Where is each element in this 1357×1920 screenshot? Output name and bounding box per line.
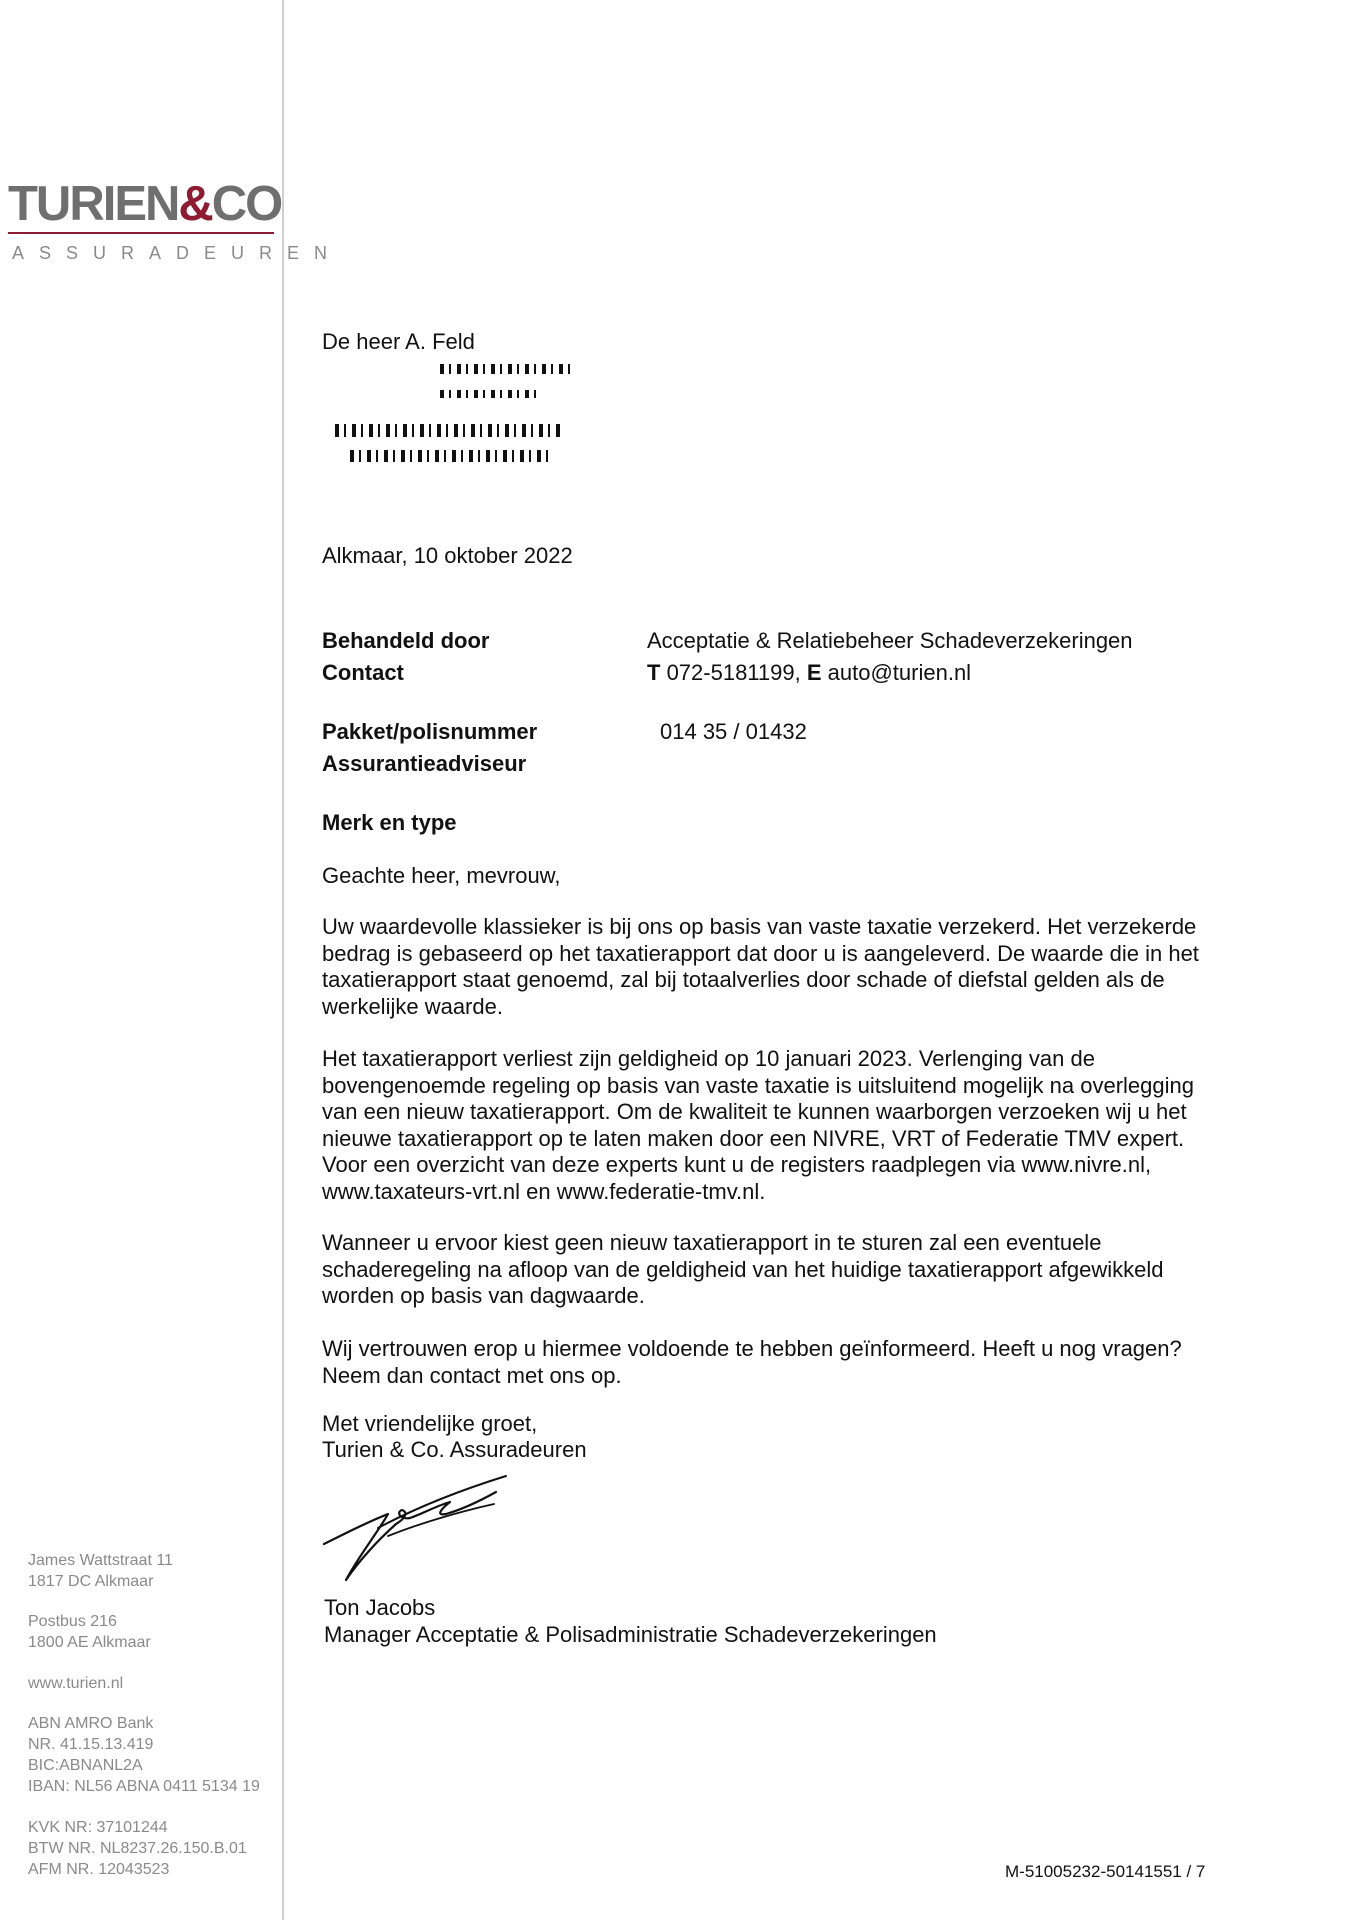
btw-number: BTW NR. NL8237.26.150.B.01 xyxy=(28,1840,247,1857)
logo-co: CO xyxy=(211,177,282,231)
sidebar-postbox xyxy=(28,1611,151,1653)
signatory-name: Ton Jacobs xyxy=(324,1595,436,1620)
place-date: Alkmaar, 10 oktober 2022 xyxy=(322,543,573,568)
paragraph-line: werkelijke waarde. xyxy=(322,993,503,1019)
paragraph-line: Het taxatierapport verliest zijn geldigheid op 10 januari 2023. Verlenging van de xyxy=(322,1046,1095,1071)
paragraph-line: Voor een overzicht van deze experts kunt u de registers raadplegen via www.nivre.nl, xyxy=(322,1152,1152,1177)
sidebar-bank xyxy=(28,1713,260,1797)
logo-subtitle: ASSURADEUREN xyxy=(12,243,343,263)
paragraph-line: Wij vertrouwen erop u hiermee voldoende te hebben geïnformeerd. Heeft u nog vragen? xyxy=(322,1336,1182,1361)
recipient-name: De heer A. Feld xyxy=(322,329,475,354)
postbox-city: 1800 AE Alkmaar xyxy=(28,1634,151,1651)
closing-line-1: Met vriendelijke groet, xyxy=(322,1411,538,1436)
logo-name: TURIEN xyxy=(8,177,179,231)
kvk-number: KVK NR: 37101244 xyxy=(28,1819,168,1836)
paragraph-line: Uw waardevolle klassieker is bij ons op basis van vaste taxatie verzekerd. Het verzekerde xyxy=(322,914,1197,939)
handwritten-signature xyxy=(318,1462,518,1592)
sidebar-address xyxy=(28,1550,173,1592)
logo-ampersand: & xyxy=(178,177,212,231)
handled-by-label: Behandeld door xyxy=(322,628,490,653)
address-city: 1817 DC Alkmaar xyxy=(28,1573,154,1590)
advisor-label: Assurantieadviseur xyxy=(322,751,527,776)
paragraph-line: bedrag is gebaseerd op het taxatierapport dat door u is aangeleverd. De waarde die in het xyxy=(322,940,1199,966)
contact-phone: 072-5181199, xyxy=(660,660,807,685)
contact-label: Contact xyxy=(322,660,404,685)
paragraph-line: schaderegeling na afloop van de geldigheid van het huidige taxatierapport afgewikkeld xyxy=(322,1256,1164,1282)
salutation: Geachte heer, mevrouw, xyxy=(322,863,561,888)
paragraph-line: Wanneer u ervoor kiest geen nieuw taxatierapport in te sturen zal een eventuele xyxy=(322,1230,1102,1255)
contact-email: auto@turien.nl xyxy=(821,660,972,685)
paragraph-line: worden op basis van dagwaarde. xyxy=(322,1283,645,1308)
address-street: James Wattstraat 11 xyxy=(28,1552,173,1569)
bank-name: ABN AMRO Bank xyxy=(28,1715,154,1732)
redacted-address xyxy=(330,362,580,462)
paragraph-4 xyxy=(322,1336,1282,1389)
paragraph-line: www.taxateurs-vrt.nl en www.federatie-tmv.nl. xyxy=(322,1178,766,1204)
sidebar-website: www.turien.nl xyxy=(28,1675,124,1692)
page-divider-line xyxy=(282,0,284,1920)
bank-number: NR. 41.15.13.419 xyxy=(28,1736,154,1753)
closing-line-2: Turien & Co. Assuradeuren xyxy=(322,1437,587,1462)
bank-bic: BIC:ABNANL2A xyxy=(28,1757,143,1774)
postbox-line: Postbus 216 xyxy=(28,1613,117,1630)
paragraph-1 xyxy=(322,914,1282,1020)
afm-number: AFM NR. 12043523 xyxy=(28,1861,170,1878)
logo-rule xyxy=(8,232,274,234)
signatory-title: Manager Acceptatie & Polisadministratie Schadeverzekeringen xyxy=(324,1622,937,1647)
paragraph-line: Neem dan contact met ons op. xyxy=(322,1362,622,1388)
contact-e-label: E xyxy=(806,660,822,685)
company-logo xyxy=(8,177,282,231)
sidebar-registration xyxy=(28,1817,247,1880)
document-reference: M-51005232-50141551 / 7 xyxy=(1005,1862,1206,1881)
paragraph-3 xyxy=(322,1230,1282,1310)
contact-t-label: T xyxy=(647,660,661,685)
paragraph-line: taxatierapport staat genoemd, zal bij totaalverlies door schade of diefstal gelden als de xyxy=(322,967,1165,992)
paragraph-line: nieuwe taxatierapport op te laten maken door een NIVRE, VRT of Federatie TMV expert. xyxy=(322,1125,1185,1151)
paragraph-line: bovengenoemde regeling op basis van vaste taxatie is uitsluitend mogelijk na overlegging xyxy=(322,1072,1194,1098)
policy-label: Pakket/polisnummer xyxy=(322,719,538,744)
paragraph-line: van een nieuw taxatierapport. Om de kwaliteit te kunnen waarborgen verzoeken wij u het xyxy=(322,1099,1187,1124)
paragraph-2 xyxy=(322,1046,1282,1205)
policy-value: 014 35 / 01432 xyxy=(660,719,807,744)
handled-by-value: Acceptatie & Relatiebeheer Schadeverzekeringen xyxy=(647,628,1133,653)
bank-iban: IBAN: NL56 ABNA 0411 5134 19 xyxy=(28,1778,260,1795)
contact-value xyxy=(647,659,971,686)
make-type-label: Merk en type xyxy=(322,810,457,835)
